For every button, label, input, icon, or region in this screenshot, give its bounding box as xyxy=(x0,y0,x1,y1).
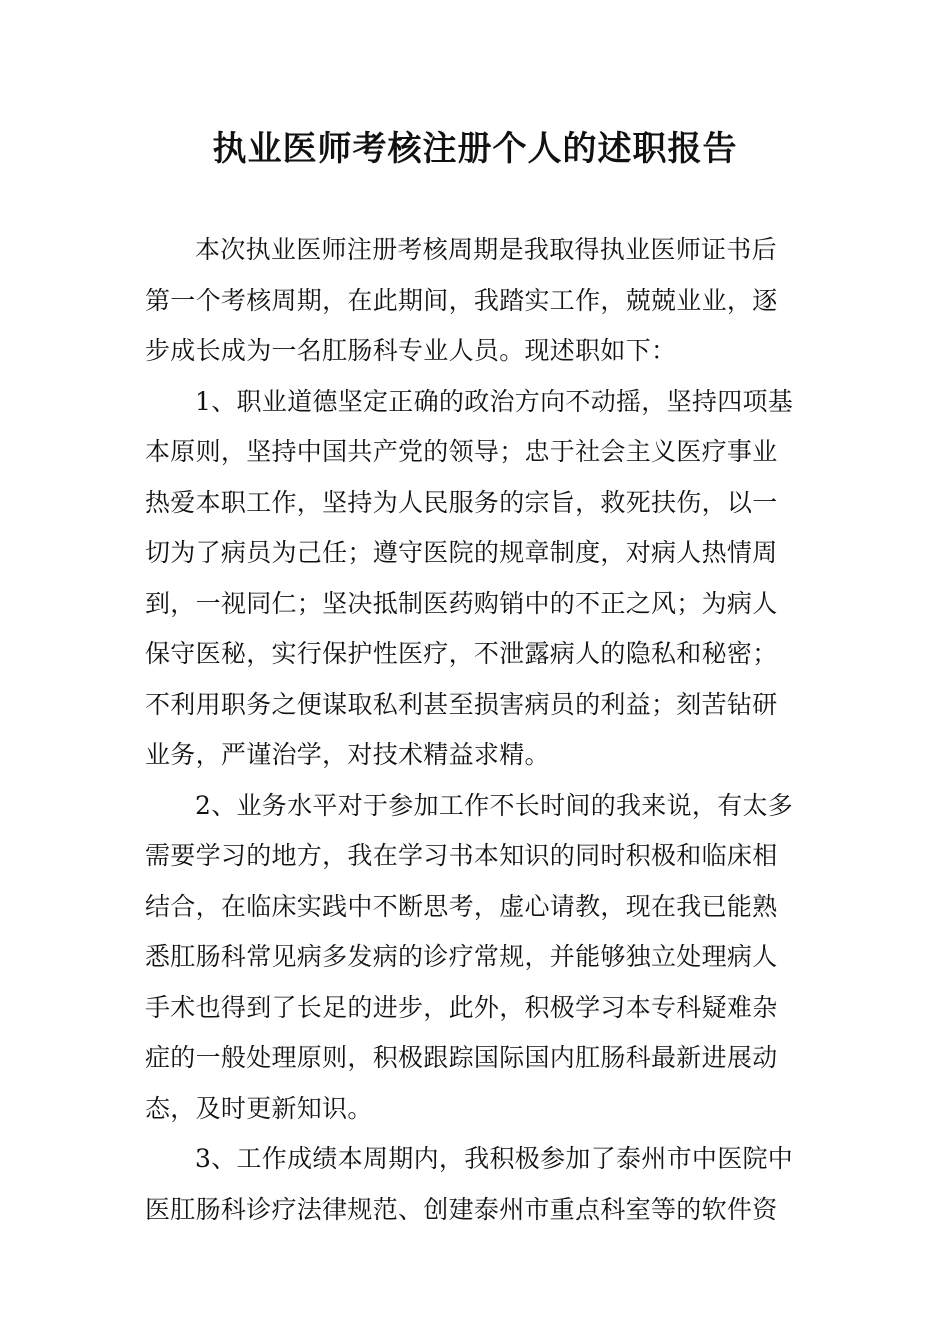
text-line: 3、工作成绩本周期内，我积极参加了泰州市中医院中 xyxy=(195,1144,794,1173)
text-line: 2、业务水平对于参加工作不长时间的我来说，有太多 xyxy=(195,790,794,820)
paragraph-intro xyxy=(145,225,805,377)
text-line: 业务，严谨治学，对技术精益求精。 xyxy=(145,740,550,769)
text-line: 不利用职务之便谋取私利甚至损害病员的利益；刻苦钻研 xyxy=(145,689,778,719)
text-line: 本原则，坚持中国共产党的领导；忠于社会主义医疗事业 xyxy=(145,437,778,466)
paragraph-professional-level xyxy=(145,781,805,1135)
text-line: 症的一般处理原则，积极跟踪国际国内肛肠科最新进展动 xyxy=(145,1043,778,1072)
text-line: 切为了病员为己任；遵守医院的规章制度，对病人热情周 xyxy=(145,538,778,567)
paragraph-professional-ethics xyxy=(145,377,805,781)
text-line: 态，及时更新知识。 xyxy=(145,1093,373,1123)
text-line: 到，一视同仁；坚决抵制医药购销中的不正之风；为病人 xyxy=(145,588,778,618)
text-line: 手术也得到了长足的进步，此外，积极学习本专科疑难杂 xyxy=(145,992,778,1022)
text-line: 悉肛肠科常见病多发病的诊疗常规，并能够独立处理病人 xyxy=(145,942,778,971)
text-line: 1、职业道德坚定正确的政治方向不动摇，坚持四项基 xyxy=(195,386,794,416)
text-line: 医肛肠科诊疗法律规范、创建泰州市重点科室等的软件资 xyxy=(145,1194,778,1224)
text-line: 热爱本职工作，坚持为人民服务的宗旨，救死扶伤，以一 xyxy=(145,487,778,517)
text-line: 保守医秘，实行保护性医疗，不泄露病人的隐私和秘密； xyxy=(145,639,778,668)
document-title: 执业医师考核注册个人的述职报告 xyxy=(212,129,738,169)
text-line: 第一个考核周期，在此期间，我踏实工作，兢兢业业，逐 xyxy=(145,285,778,315)
text-line: 结合，在临床实践中不断思考，虚心请教，现在我已能熟 xyxy=(145,891,778,921)
text-line: 步成长成为一名肛肠科专业人员。现述职如下： xyxy=(145,336,677,365)
paragraph-work-achievements xyxy=(145,1134,805,1235)
document-body xyxy=(145,225,805,1235)
text-line: 本次执业医师注册考核周期是我取得执业医师证书后 xyxy=(195,235,777,264)
text-line: 需要学习的地方，我在学习书本知识的同时积极和临床相 xyxy=(145,841,778,870)
